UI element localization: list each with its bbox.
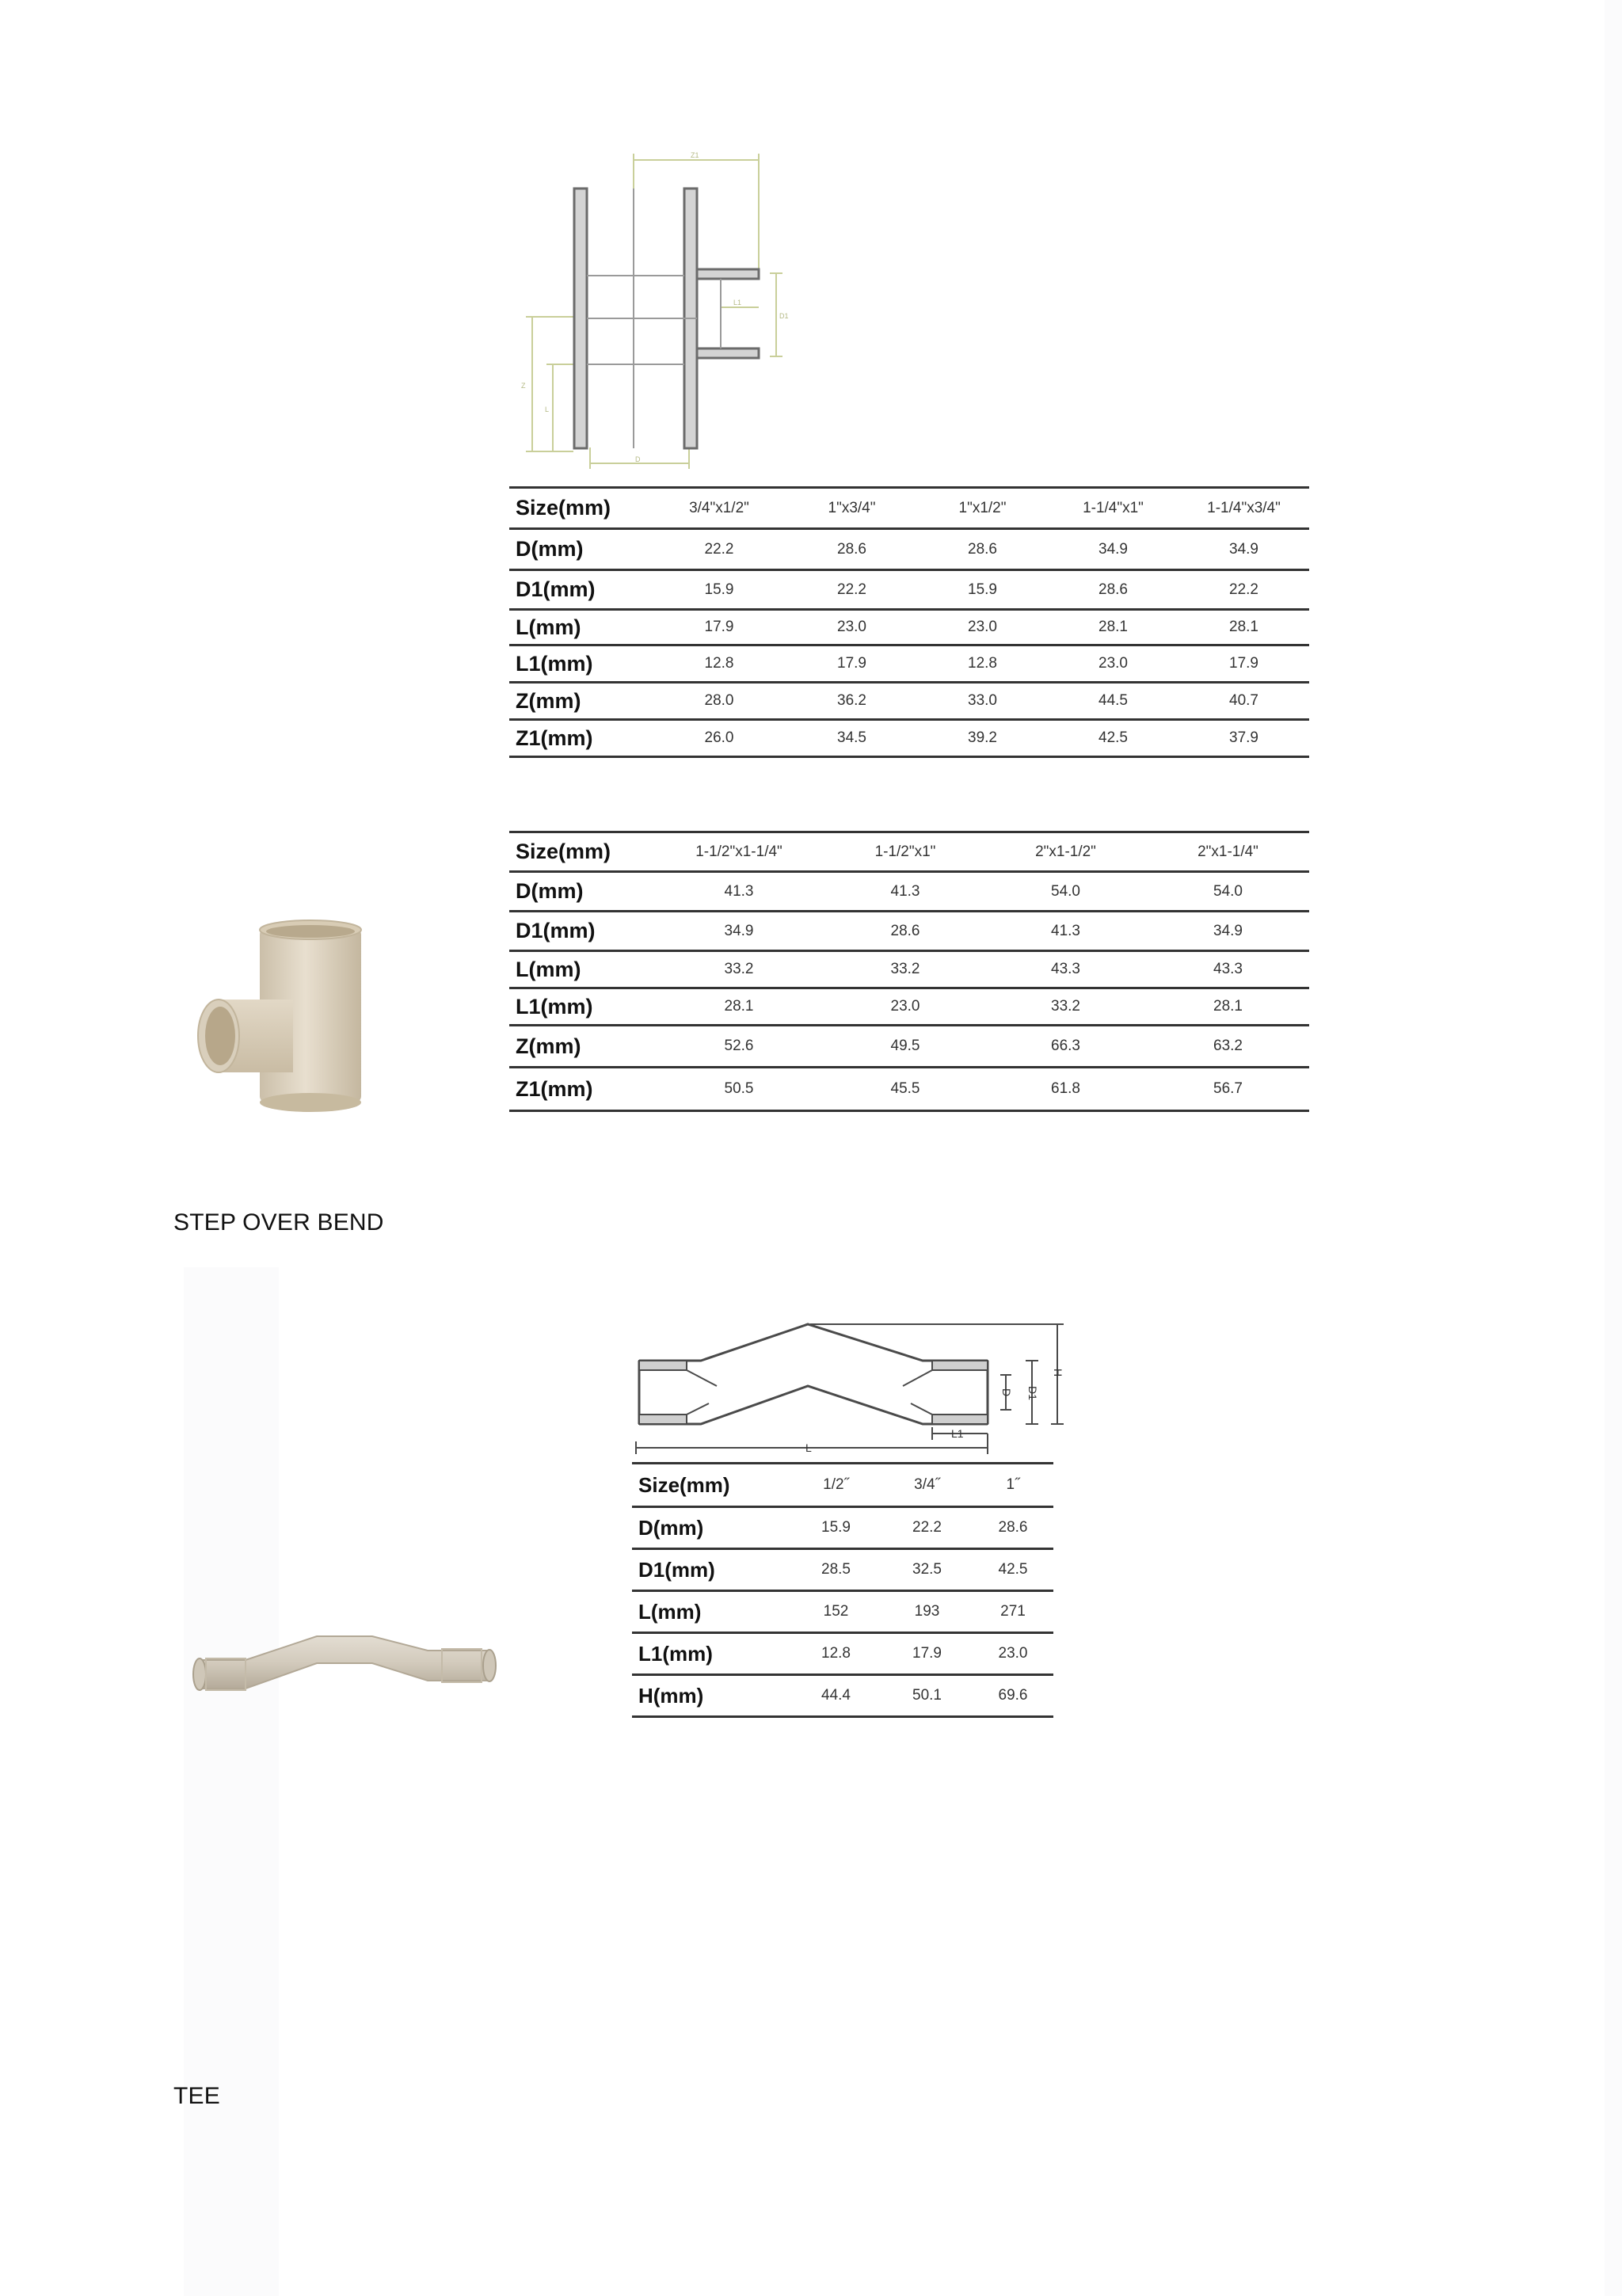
- table-cell: 63.2: [1147, 1026, 1309, 1068]
- row-label: Z(mm): [509, 1026, 652, 1068]
- table-cell: 34.9: [652, 912, 826, 951]
- table-cell: 28.6: [1048, 570, 1178, 610]
- table-cell: 28.0: [652, 683, 786, 720]
- table-cell: 17.9: [881, 1633, 973, 1675]
- table-cell: 15.9: [652, 570, 786, 610]
- table-cell: 43.3: [984, 951, 1147, 988]
- table-cell: 12.8: [652, 645, 786, 683]
- table-cell: 37.9: [1178, 720, 1309, 757]
- size-cell: 1-1/4"x3/4": [1178, 488, 1309, 529]
- row-label: Size(mm): [509, 488, 652, 529]
- bend-dim-l: L: [805, 1441, 812, 1454]
- table-cell: 15.9: [917, 570, 1048, 610]
- row-label: H(mm): [632, 1675, 790, 1717]
- table-cell: 34.9: [1178, 529, 1309, 570]
- table-cell: 28.1: [1048, 610, 1178, 645]
- table-cell: 28.1: [1178, 610, 1309, 645]
- table-cell: 15.9: [790, 1507, 881, 1549]
- step-over-bend-photo-icon: [190, 1624, 499, 1703]
- size-cell: 3/4˝: [881, 1464, 973, 1507]
- table-cell: 54.0: [1147, 872, 1309, 912]
- size-cell: 2"x1-1/2": [984, 832, 1147, 872]
- table-row: [509, 1068, 1309, 1111]
- table-row: [509, 683, 1309, 720]
- table-cell: 41.3: [826, 872, 984, 912]
- table-cell: 23.0: [826, 988, 984, 1026]
- table-cell: 39.2: [917, 720, 1048, 757]
- table-row: [632, 1675, 1053, 1717]
- size-cell: 1-1/2"x1": [826, 832, 984, 872]
- table-cell: 49.5: [826, 1026, 984, 1068]
- size-cell: 1/2˝: [790, 1464, 881, 1507]
- row-label: Size(mm): [509, 832, 652, 872]
- bend-dim-l1: L1: [951, 1427, 964, 1440]
- table-cell: 17.9: [1178, 645, 1309, 683]
- row-label: D(mm): [509, 872, 652, 912]
- row-label: Z(mm): [509, 683, 652, 720]
- table-cell: 43.3: [1147, 951, 1309, 988]
- row-label: D1(mm): [509, 912, 652, 951]
- size-cell: 1-1/4"x1": [1048, 488, 1178, 529]
- table-cell: 23.0: [1048, 645, 1178, 683]
- table-cell: 50.1: [881, 1675, 973, 1717]
- row-label: L1(mm): [509, 645, 652, 683]
- table-cell: 28.6: [826, 912, 984, 951]
- table-cell: 22.2: [881, 1507, 973, 1549]
- tee-dim-d: D: [635, 455, 641, 463]
- bend-dim-d: D: [1000, 1388, 1013, 1397]
- bend-spec-table: [632, 1462, 1053, 1718]
- table-cell: 61.8: [984, 1068, 1147, 1111]
- size-cell: 1-1/2"x1-1/4": [652, 832, 826, 872]
- table-row: [509, 872, 1309, 912]
- table-cell: 17.9: [786, 645, 917, 683]
- size-cell: 1˝: [973, 1464, 1053, 1507]
- step-over-bend-title: STEP OVER BEND: [173, 1209, 384, 1236]
- table-row: [632, 1507, 1053, 1549]
- tee-dim-l: L: [545, 406, 550, 413]
- table-cell: 50.5: [652, 1068, 826, 1111]
- table-cell: 45.5: [826, 1068, 984, 1111]
- row-label: L(mm): [509, 951, 652, 988]
- table-cell: 193: [881, 1591, 973, 1633]
- table-cell: 152: [790, 1591, 881, 1633]
- table-cell: 26.0: [652, 720, 786, 757]
- size-cell: 2"x1-1/4": [1147, 832, 1309, 872]
- tee-fitting-photo-icon: [190, 919, 380, 1125]
- row-label: Size(mm): [632, 1464, 790, 1507]
- table-cell: 28.1: [652, 988, 826, 1026]
- size-cell: 1"x3/4": [786, 488, 917, 529]
- bend-dim-h: H: [1052, 1369, 1064, 1377]
- table-cell: 34.9: [1147, 912, 1309, 951]
- row-label: D(mm): [509, 529, 652, 570]
- table-cell: 36.2: [786, 683, 917, 720]
- table-cell: 23.0: [917, 610, 1048, 645]
- table-cell: 23.0: [786, 610, 917, 645]
- row-label: L(mm): [632, 1591, 790, 1633]
- table-cell: 34.5: [786, 720, 917, 757]
- table-cell: 12.8: [790, 1633, 881, 1675]
- tee-title: TEE: [173, 2083, 220, 2109]
- table-cell: 22.2: [786, 570, 917, 610]
- table-cell: 33.2: [652, 951, 826, 988]
- table-cell: 44.4: [790, 1675, 881, 1717]
- table-cell: 66.3: [984, 1026, 1147, 1068]
- row-label: D1(mm): [509, 570, 652, 610]
- table-cell: 69.6: [973, 1675, 1053, 1717]
- table-row: [509, 912, 1309, 951]
- table-cell: 52.6: [652, 1026, 826, 1068]
- table-cell: 28.6: [786, 529, 917, 570]
- table-cell: 41.3: [652, 872, 826, 912]
- table-cell: 28.5: [790, 1549, 881, 1591]
- table-row: [509, 1026, 1309, 1068]
- table-cell: 44.5: [1048, 683, 1178, 720]
- table-row: [509, 988, 1309, 1026]
- table-cell: 32.5: [881, 1549, 973, 1591]
- step-over-bend-drawing: [630, 1315, 1073, 1457]
- row-label: Z1(mm): [509, 720, 652, 757]
- size-cell: 1"x1/2": [917, 488, 1048, 529]
- table-cell: 28.6: [973, 1507, 1053, 1549]
- tee-dim-d1: D1: [779, 312, 789, 320]
- tee-dim-l1: L1: [733, 299, 742, 307]
- scan-strip-right: [1605, 0, 1622, 2296]
- table-row: [632, 1591, 1053, 1633]
- table-row: [509, 951, 1309, 988]
- tee-dim-z1: Z1: [691, 151, 699, 159]
- table-row: [509, 720, 1309, 757]
- table-cell: 33.2: [984, 988, 1147, 1026]
- table-cell: 41.3: [984, 912, 1147, 951]
- tee-dim-z: Z: [521, 382, 526, 390]
- table-cell: 17.9: [652, 610, 786, 645]
- table-cell: 33.0: [917, 683, 1048, 720]
- table-cell: 42.5: [1048, 720, 1178, 757]
- tee-spec-table-1: [509, 486, 1309, 758]
- table-cell: 28.6: [917, 529, 1048, 570]
- table-cell: 12.8: [917, 645, 1048, 683]
- row-label: D(mm): [632, 1507, 790, 1549]
- table-cell: 22.2: [652, 529, 786, 570]
- table-cell: 22.2: [1178, 570, 1309, 610]
- row-label: L1(mm): [632, 1633, 790, 1675]
- table-cell: 34.9: [1048, 529, 1178, 570]
- row-label: L1(mm): [509, 988, 652, 1026]
- tee-technical-drawing: [515, 150, 792, 475]
- table-cell: 28.1: [1147, 988, 1309, 1026]
- table-row: [509, 610, 1309, 645]
- tee-spec-table-2: [509, 831, 1309, 1112]
- row-label: D1(mm): [632, 1549, 790, 1591]
- table-cell: 271: [973, 1591, 1053, 1633]
- table-cell: 54.0: [984, 872, 1147, 912]
- table-row: [509, 645, 1309, 683]
- table-cell: 33.2: [826, 951, 984, 988]
- table-cell: 23.0: [973, 1633, 1053, 1675]
- table-cell: 42.5: [973, 1549, 1053, 1591]
- row-label: Z1(mm): [509, 1068, 652, 1111]
- table-row: [509, 529, 1309, 570]
- table-row: [632, 1633, 1053, 1675]
- scan-strip-left: [184, 1267, 279, 2296]
- size-cell: 3/4"x1/2": [652, 488, 786, 529]
- table-cell: 40.7: [1178, 683, 1309, 720]
- table-cell: 56.7: [1147, 1068, 1309, 1111]
- row-label: L(mm): [509, 610, 652, 645]
- table-row: [632, 1549, 1053, 1591]
- table-row: [509, 570, 1309, 610]
- bend-dim-d1: D1: [1026, 1386, 1039, 1400]
